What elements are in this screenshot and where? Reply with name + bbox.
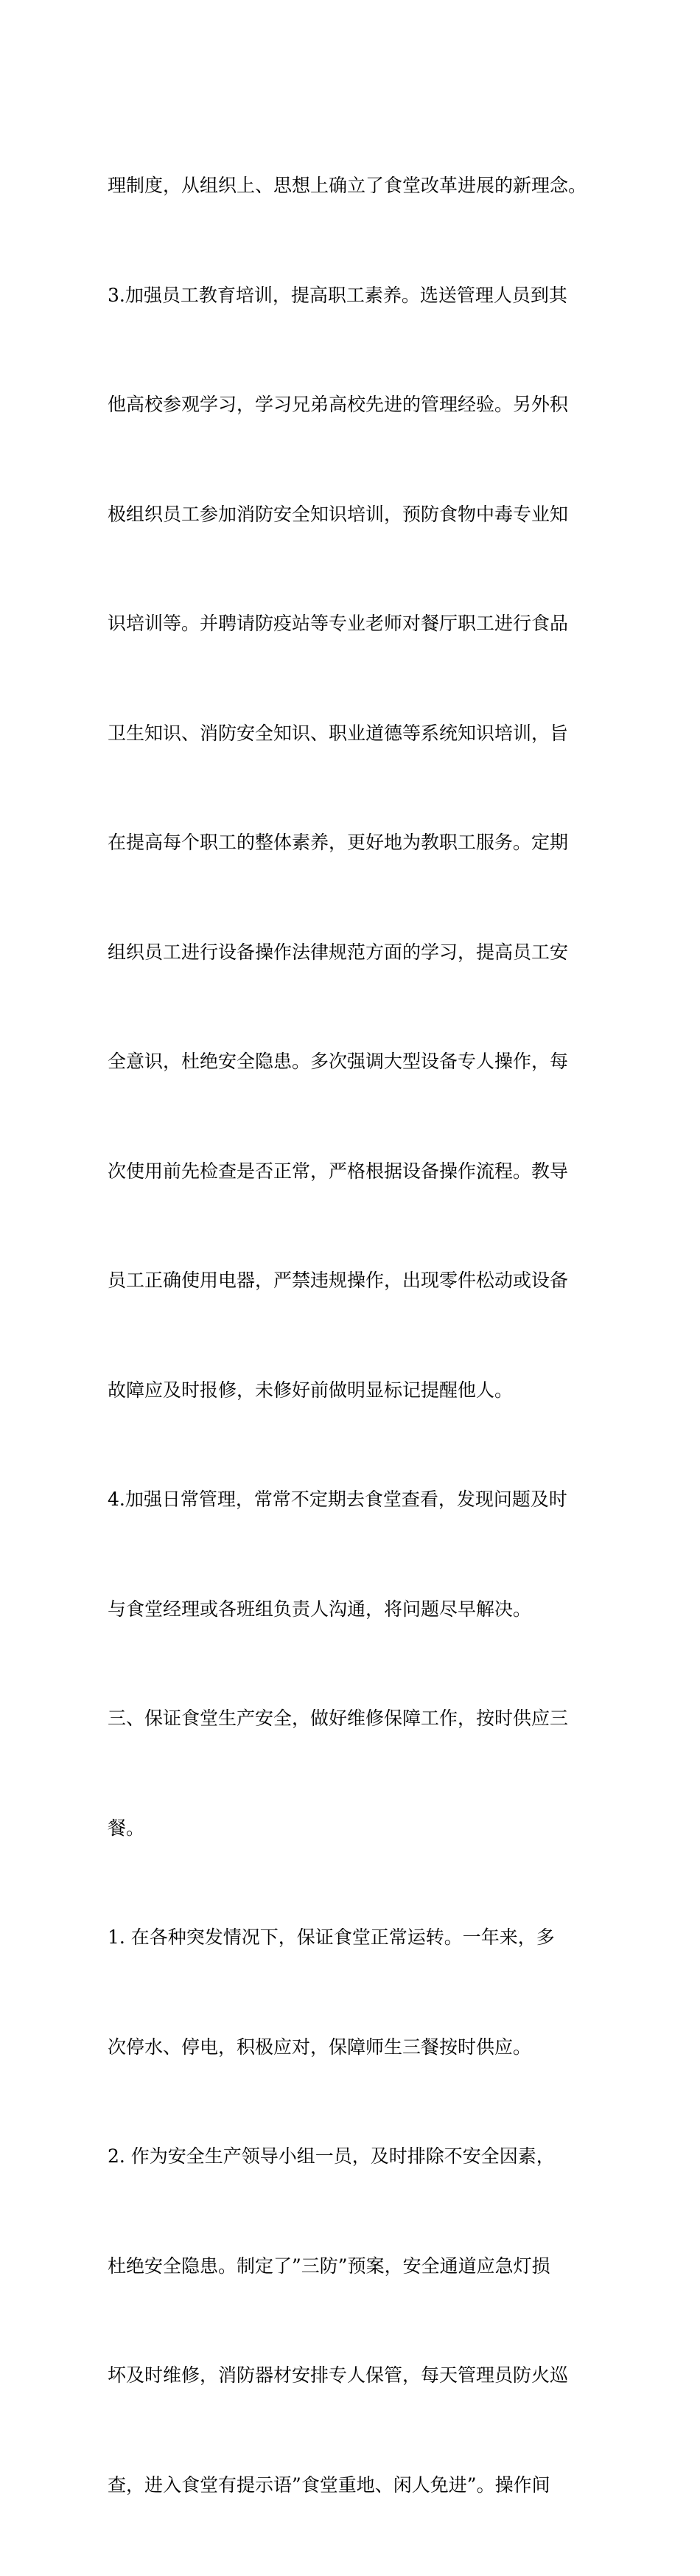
text-line: 极组织员工参加消防安全知识培训，预防食物中毒专业知 xyxy=(108,503,569,525)
text-line: 员工正确使用电器，严禁违规操作，出现零件松动或设备 xyxy=(108,1270,569,1291)
text-line: 4.加强日常管理，常常不定期去食堂查看，发现问题及时 xyxy=(108,1489,567,1510)
text-line: 次使用前先检查是否正常，严格根据设备操作流程。教导 xyxy=(108,1160,569,1182)
text-line: 坏及时维修，消防器材安排专人保管，每天管理员防火巡 xyxy=(108,2364,569,2386)
text-line: 在提高每个职工的整体素养，更好地为教职工服务。定期 xyxy=(108,832,569,853)
text-line: 理制度，从组织上、思想上确立了食堂改革进展的新理念。 xyxy=(108,175,587,196)
text-line: 组织员工进行设备操作法律规范方面的学习，提高员工安 xyxy=(108,941,569,963)
text-line: 查，进入食堂有提示语”食堂重地、闲人免进”。操作间 xyxy=(108,2474,550,2496)
text-line: 与食堂经理或各班组负责人沟通，将问题尽早解决。 xyxy=(108,1598,532,1620)
text-line: 1. 在各种突发情况下，保证食堂正常运转。一年来，多 xyxy=(108,1926,555,1948)
text-line: 全意识，杜绝安全隐患。多次强调大型设备专人操作，每 xyxy=(108,1051,569,1072)
text-line: 次停水、停电，积极应对，保障师生三餐按时供应。 xyxy=(108,2036,532,2058)
text-line: 杜绝安全隐患。制定了”三防”预案，安全通道应急灯损 xyxy=(108,2255,550,2277)
text-line: 3.加强员工教育培训，提高职工素养。选送管理人员到其 xyxy=(108,284,567,306)
text-line: 卫生知识、消防安全知识、职业道德等系统知识培训，旨 xyxy=(108,722,569,744)
text-line: 2. 作为安全生产领导小组一员，及时排除不安全因素， xyxy=(108,2145,555,2167)
text-line: 他高校参观学习，学习兄弟高校先进的管理经验。另外积 xyxy=(108,394,569,415)
section-heading: 餐。 xyxy=(108,1817,145,1839)
body-text xyxy=(108,94,597,2576)
text-line: 识培训等。并聘请防疫站等专业老师对餐厅职工进行食品 xyxy=(108,613,569,634)
text-line: 故障应及时报修，未修好前做明显标记提醒他人。 xyxy=(108,1379,514,1401)
document-body xyxy=(108,94,597,2576)
section-heading: 三、保证食堂生产安全，做好维修保障工作，按时供应三 xyxy=(108,1708,569,1729)
